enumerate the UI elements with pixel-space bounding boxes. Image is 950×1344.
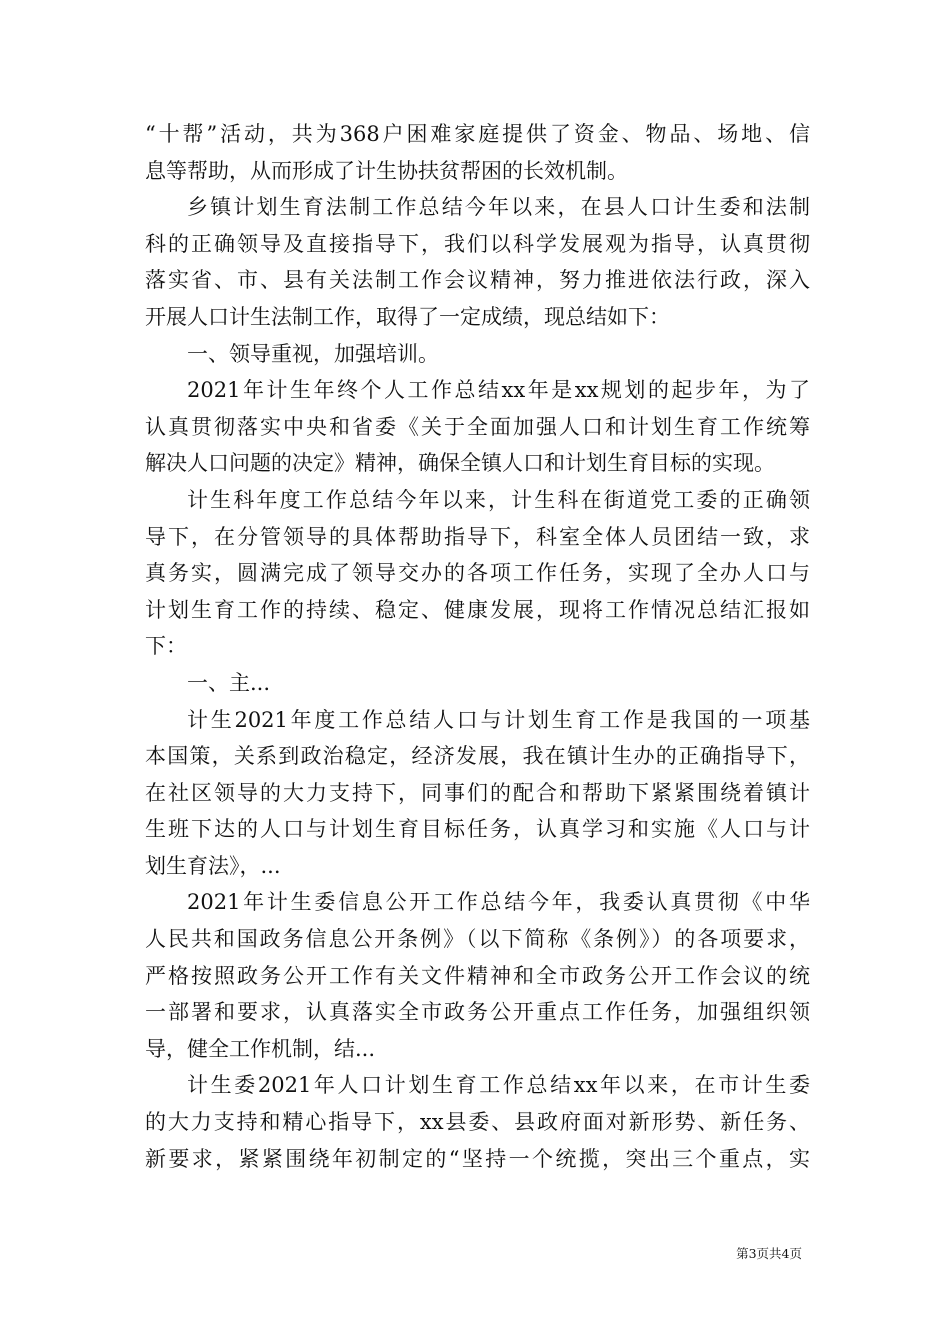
text-line: 解决人口问题的决定》精神，确保全镇人口和计划生育目标的实现。 bbox=[145, 451, 775, 476]
paragraph-start-line: 2021年计生年终个人工作总结xx年是xx规划的起步年，为了 bbox=[187, 378, 810, 403]
paragraph-start-line: 计生科年度工作总结今年以来，计生科在街道党工委的正确领 bbox=[187, 487, 810, 512]
text-line: 真务实，圆满完成了领导交办的各项工作任务，实现了全办人口与 bbox=[145, 561, 810, 586]
text-line: 新要求，紧紧围绕年初制定的“坚持一个统揽，突出三个重点，实 bbox=[145, 1146, 810, 1171]
text-line: 科的正确领导及直接指导下，我们以科学发展观为指导，认真贯彻 bbox=[145, 231, 810, 256]
text-line: 人民共和国政务信息公开条例》（以下简称《条例》）的各项要求， bbox=[145, 927, 810, 952]
text-line: 本国策，关系到政治稳定，经济发展，我在镇计生办的正确指导下， bbox=[145, 744, 810, 769]
text-line: 认真贯彻落实中央和省委《关于全面加强人口和计划生育工作统筹 bbox=[145, 414, 810, 439]
text-line: “十帮”活动，共为368户困难家庭提供了资金、物品、场地、信 bbox=[145, 122, 810, 146]
text-line: 导，健全工作机制，结... bbox=[145, 1036, 376, 1061]
text-line: 划生育法》，... bbox=[145, 853, 281, 878]
paragraph-start-line: 计生2021年度工作总结人口与计划生育工作是我国的一项基 bbox=[187, 707, 810, 732]
text-line: 生班下达的人口与计划生育目标任务，认真学习和实施《人口与计 bbox=[145, 817, 810, 842]
page-number: 第3页共4页 bbox=[736, 1246, 802, 1261]
text-line: 落实省、市、县有关法制工作会议精神，努力推进依法行政，深入 bbox=[145, 268, 810, 293]
text-line: 开展人口计生法制工作，取得了一定成绩，现总结如下： bbox=[145, 304, 670, 329]
text-line: 在社区领导的大力支持下，同事们的配合和帮助下紧紧围绕着镇计 bbox=[145, 780, 810, 805]
text-line: 的大力支持和精心指导下，xx县委、县政府面对新形势、新任务、 bbox=[145, 1110, 810, 1135]
section-heading: 一、领导重视，加强培训。 bbox=[187, 341, 439, 366]
text-line: 计划生育工作的持续、稳定、健康发展，现将工作情况总结汇报如 bbox=[145, 597, 810, 622]
paragraph-start-line: 乡镇计划生育法制工作总结今年以来，在县人口计生委和法制 bbox=[187, 195, 810, 220]
document-body bbox=[145, 116, 810, 1177]
text-line: 息等帮助，从而形成了计生协扶贫帮困的长效机制。 bbox=[145, 158, 628, 183]
paragraph-start-line: 计生委2021年人口计划生育工作总结xx年以来，在市计生委 bbox=[187, 1073, 810, 1098]
text-line: 导下，在分管领导的具体帮助指导下，科室全体人员团结一致，求 bbox=[145, 524, 810, 549]
paragraph-start-line: 2021年计生委信息公开工作总结今年，我委认真贯彻《中华 bbox=[187, 890, 810, 915]
section-heading: 一、主... bbox=[187, 670, 271, 695]
text-line: 严格按照政务公开工作有关文件精神和全市政务公开工作会议的统 bbox=[145, 963, 810, 988]
text-line: 一部署和要求，认真落实全市政务公开重点工作任务，加强组织领 bbox=[145, 1000, 810, 1025]
text-line: 下： bbox=[145, 634, 187, 659]
